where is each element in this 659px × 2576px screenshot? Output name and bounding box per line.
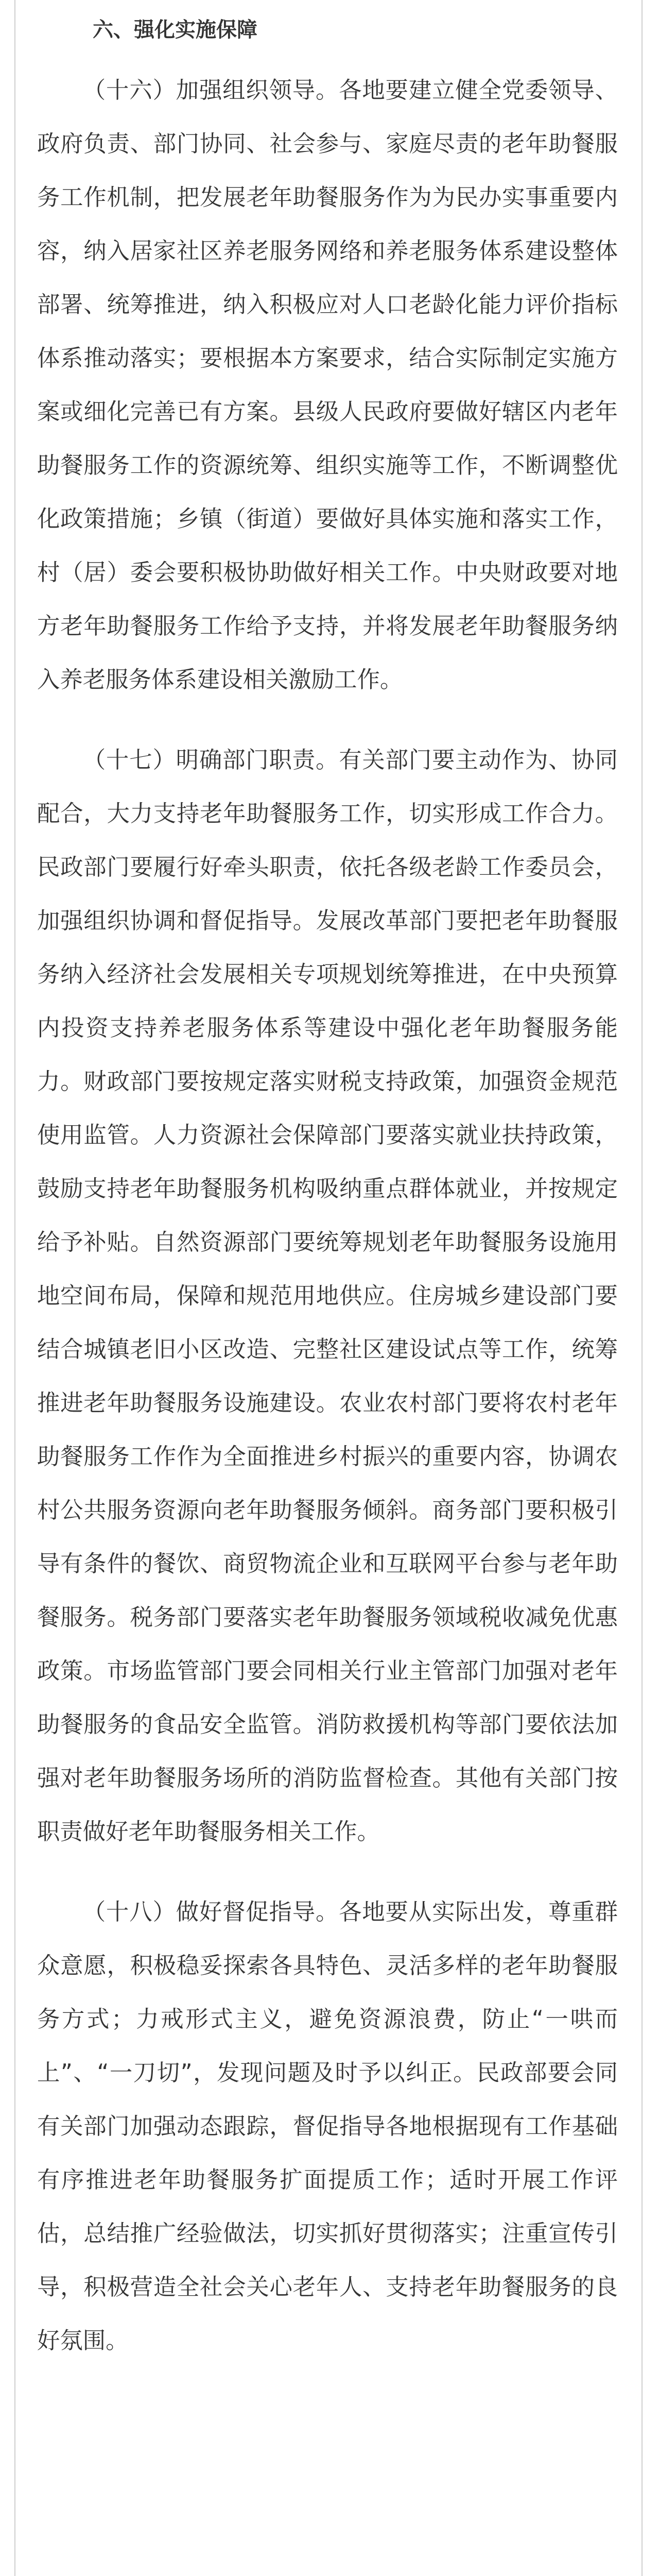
paragraph-organization-leadership: （十六）加强组织领导。各地要建立健全党委领导、政府负责、部门协同、社会参与、家庭尽责的老年助餐服务工作机制，把发展老年助餐服务作为为民办实事重要内容，纳入居家社区养老服务网络和养老服务体系建设整体部署、统筹推进，纳入积极应对人口老龄化能力评价指标体系推动落实；要根据本方案要求，结合实际制定实施方案或细化完善已有方案。县级人民政府要做好辖区内老年助餐服务工作的资源统筹、组织实施等工作，不断调整优化政策措施；乡镇（街道）要做好具体实施和落实工作，村（居）委会要积极协助做好相关工作。中央财政要对地方老年助餐服务工作给予支持，并将发展老年助餐服务纳入养老服务体系建设相关激励工作。 [37,77,618,693]
article-content [14,0,643,2576]
section-title: 六、强化实施保障 [93,18,257,42]
paragraph-supervision-guidance: （十八）做好督促指导。各地要从实际出发，尊重群众意愿，积极稳妥探索各具特色、灵活多样的老年助餐服务方式；力戒形式主义，避免资源浪费，防止“一哄而上”、“一刀切”，发现问题及时予以纠正。民政部要会同有关部门加强动态跟踪，督促指导各地根据现有工作基础有序推进老年助餐服务扩面提质工作；适时开展工作评估，总结推广经验做法，切实抓好贯彻落实；注重宣传引导，积极营造全社会关心老年人、支持老年助餐服务的良好氛围。 [37,1899,618,2354]
article-body [15,0,641,2368]
paragraph-department-duties: （十七）明确部门职责。有关部门要主动作为、协同配合，大力支持老年助餐服务工作，切实形成工作合力。民政部门要履行好牵头职责，依托各级老龄工作委员会，加强组织协调和督促指导。发展改革部门要把老年助餐服务纳入经济社会发展相关专项规划统筹推进，在中央预算内投资支持养老服务体系等建设中强化老年助餐服务能力。财政部门要按规定落实财税支持政策，加强资金规范使用监管。人力资源社会保障部门要落实就业扶持政策，鼓励支持老年助餐服务机构吸纳重点群体就业，并按规定给予补贴。自然资源部门要统筹规划老年助餐服务设施用地空间布局，保障和规范用地供应。住房城乡建设部门要结合城镇老旧小区改造、完整社区建设试点等工作，统筹推进老年助餐服务设施建设。农业农村部门要将农村老年助餐服务工作作为全面推进乡村振兴的重要内容，协调农村公共服务资源向老年助餐服务倾斜。商务部门要积极引导有条件的餐饮、商贸物流企业和互联网平台参与老年助餐服务。税务部门要落实老年助餐服务领域税收减免优惠政策。市场监管部门要会同相关行业主管部门加强对老年助餐服务的食品安全监管。消防救援机构等部门要依法加强对老年助餐服务场所的消防监督检查。其他有关部门按职责做好老年助餐服务相关工作。 [37,747,618,1845]
